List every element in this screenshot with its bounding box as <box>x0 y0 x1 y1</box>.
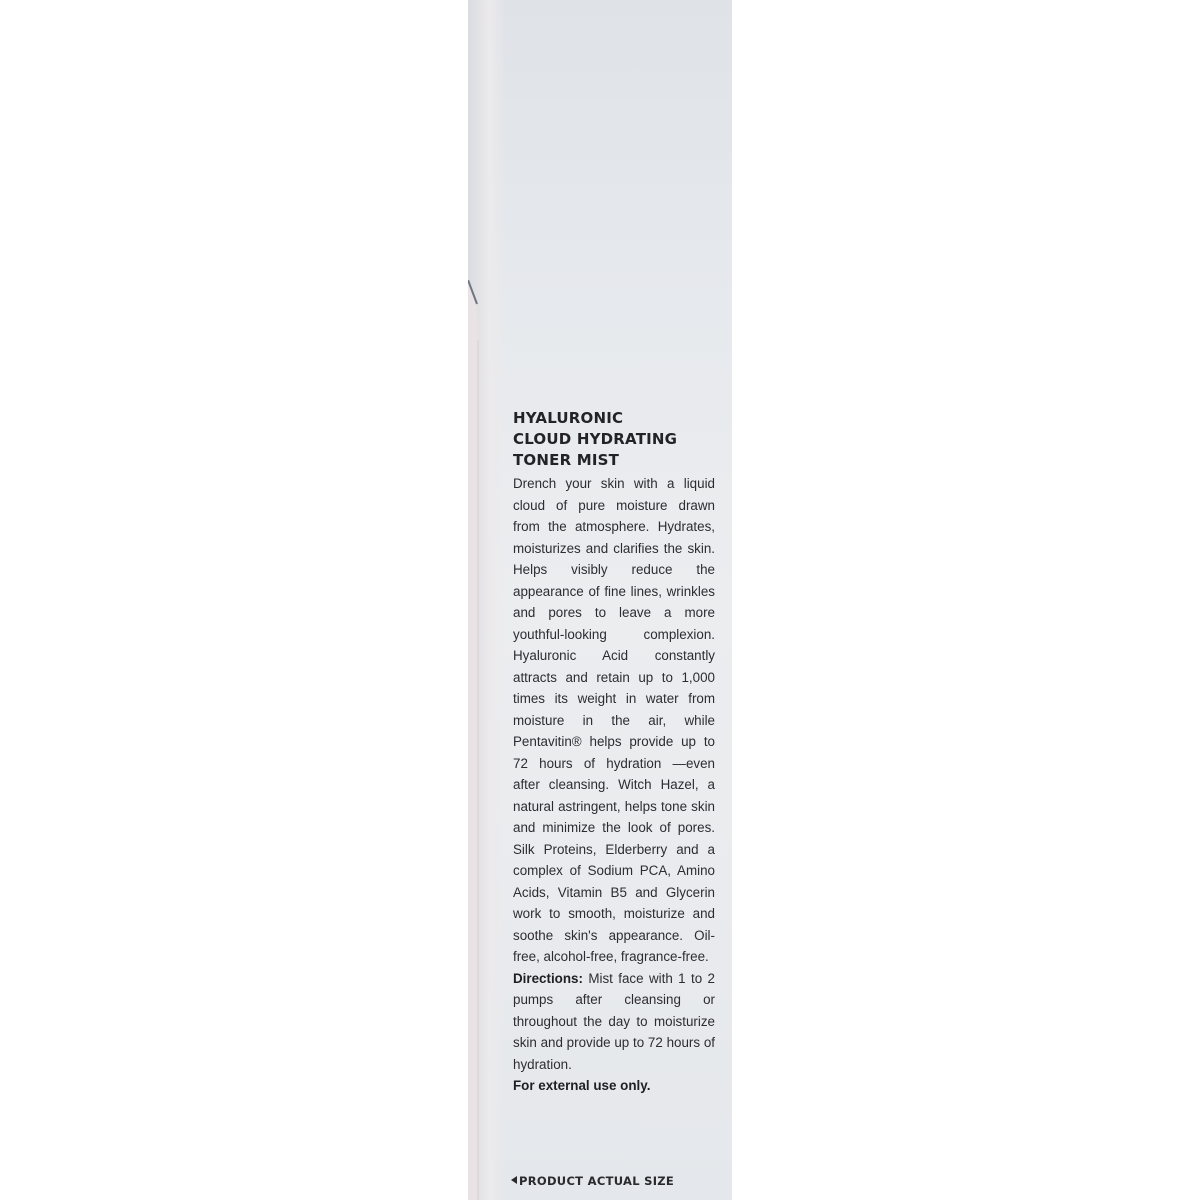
arrow-left-icon <box>511 1176 517 1184</box>
directions-text: Mist face with 1 to 2 pumps after cleansing or throughout the day to moisturize skin and provide up to 72 hours of hydration. <box>513 970 715 1072</box>
directions <box>513 968 715 1076</box>
product-title-line: HYALURONIC <box>513 409 624 427</box>
product-copy <box>513 408 715 1097</box>
product-title-line: TONER MIST <box>513 451 620 469</box>
product-title <box>513 408 715 471</box>
bottle-edge-graphic <box>468 280 498 1200</box>
actual-size-label: PRODUCT ACTUAL SIZE <box>519 1174 675 1188</box>
usage-warning: For external use only. <box>513 1078 651 1093</box>
product-title-line: CLOUD HYDRATING <box>513 430 678 448</box>
actual-size-note <box>511 1174 674 1188</box>
directions-label: Directions: <box>513 970 583 986</box>
product-description: Drench your skin with a liquid cloud of pure moisture drawn from the atmosphere. Hydrates, moisturizes and clarifies the skin. Helps visibly reduce the appearance of fine lines, wrinkles and pores to leave a more youthful-looking complexion. Hyaluronic Acid constantly attracts and retain up to 1,000 times its weight in water from moisture in the air, while Pentavitin® helps provide up to 72 hours of hydration —even after cleansing. Witch Hazel, a natural astringent, helps tone skin and minimize the look of pores. Silk Proteins, Elderberry and a complex of Sodium PCA, Amino Acids, Vitamin B5 and Glycerin work to smooth, moisturize and soothe skin's appearance. Oil-free, alcohol-free, fragrance-free. <box>513 476 715 964</box>
